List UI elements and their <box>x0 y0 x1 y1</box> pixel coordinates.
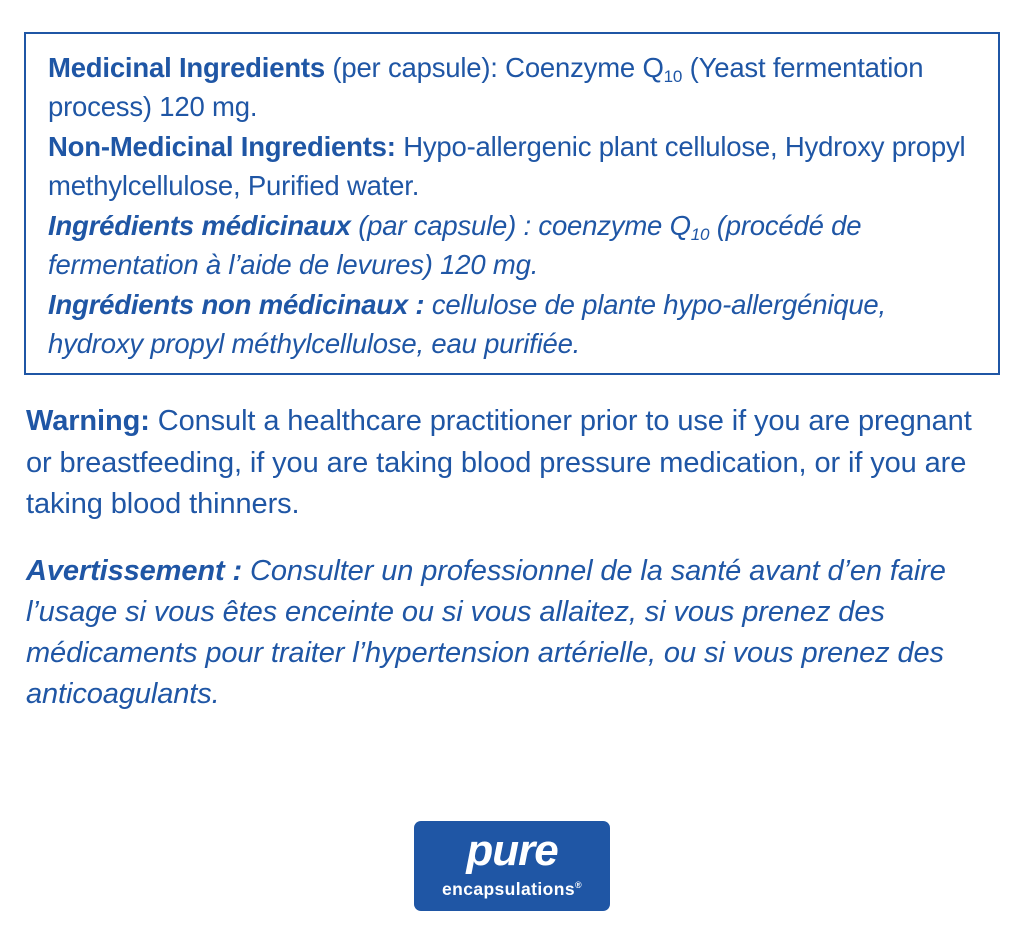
medicinal-ingredients-heading: Medicinal Ingredients <box>48 52 325 83</box>
logo-tagline <box>414 878 610 899</box>
warning-line-fr <box>26 551 998 716</box>
warning-line-en <box>26 401 998 525</box>
medicinal-ingredients-line <box>48 48 980 126</box>
medicinal-ingredients-text-post: (Yeast fermentation process) 120 mg. <box>48 52 924 123</box>
pure-encapsulations-logo <box>414 821 610 911</box>
coenzyme-q10-subscript: 10 <box>663 66 683 86</box>
registered-trademark-icon: ® <box>574 879 583 890</box>
ingredients-medicinaux-line <box>48 206 980 284</box>
warning-section <box>26 401 998 715</box>
non-medicinal-ingredients-line <box>48 127 980 205</box>
ingredients-medicinaux-text-post: (procédé de fermentation à l’aide de levures) 120 mg. <box>48 210 862 281</box>
non-medicinal-ingredients-text: Hypo-allergenic plant cellulose, Hydroxy propyl methylcellulose, Purified water. <box>48 131 966 202</box>
ingredients-non-medicinaux-text: cellulose de plante hypo-allergénique, hydroxy propyl méthylcellulose, eau purifiée. <box>48 289 886 360</box>
ingredients-non-medicinaux-line <box>48 285 980 363</box>
non-medicinal-ingredients-heading: Non-Medicinal Ingredients: <box>48 131 396 163</box>
brand-logo-area <box>0 821 1024 911</box>
warning-text-en: Consult a healthcare practitioner prior to use if you are pregnant or breastfeeding, if you are taking blood pressure medication, or if you are taking blood thinners. <box>26 405 972 520</box>
logo-wordmark: pure <box>466 826 558 875</box>
medicinal-ingredients-text-pre: (per capsule): Coenzyme Q <box>324 52 664 83</box>
logo-tagline-text: encapsulations <box>441 878 575 899</box>
ingredients-non-medicinaux-heading: Ingrédients non médicinaux : <box>48 289 425 321</box>
coenzyme-q10-subscript-fr: 10 <box>690 224 710 244</box>
ingredients-medicinaux-text-pre: (par capsule) : coenzyme Q <box>350 210 691 242</box>
warning-text-fr: Consulter un professionnel de la santé avant d’en faire l’usage si vous êtes enceinte ou si vous allaitez, si vous prenez des médicaments pour traiter l’hypertension artérielle, ou si vous prenez des anticoagulants. <box>26 554 946 711</box>
warning-heading-en: Warning: <box>26 405 150 438</box>
warning-heading-fr: Avertissement : <box>26 554 243 587</box>
ingredients-panel <box>24 32 1000 375</box>
ingredients-medicinaux-heading: Ingrédients médicinaux <box>48 210 351 242</box>
